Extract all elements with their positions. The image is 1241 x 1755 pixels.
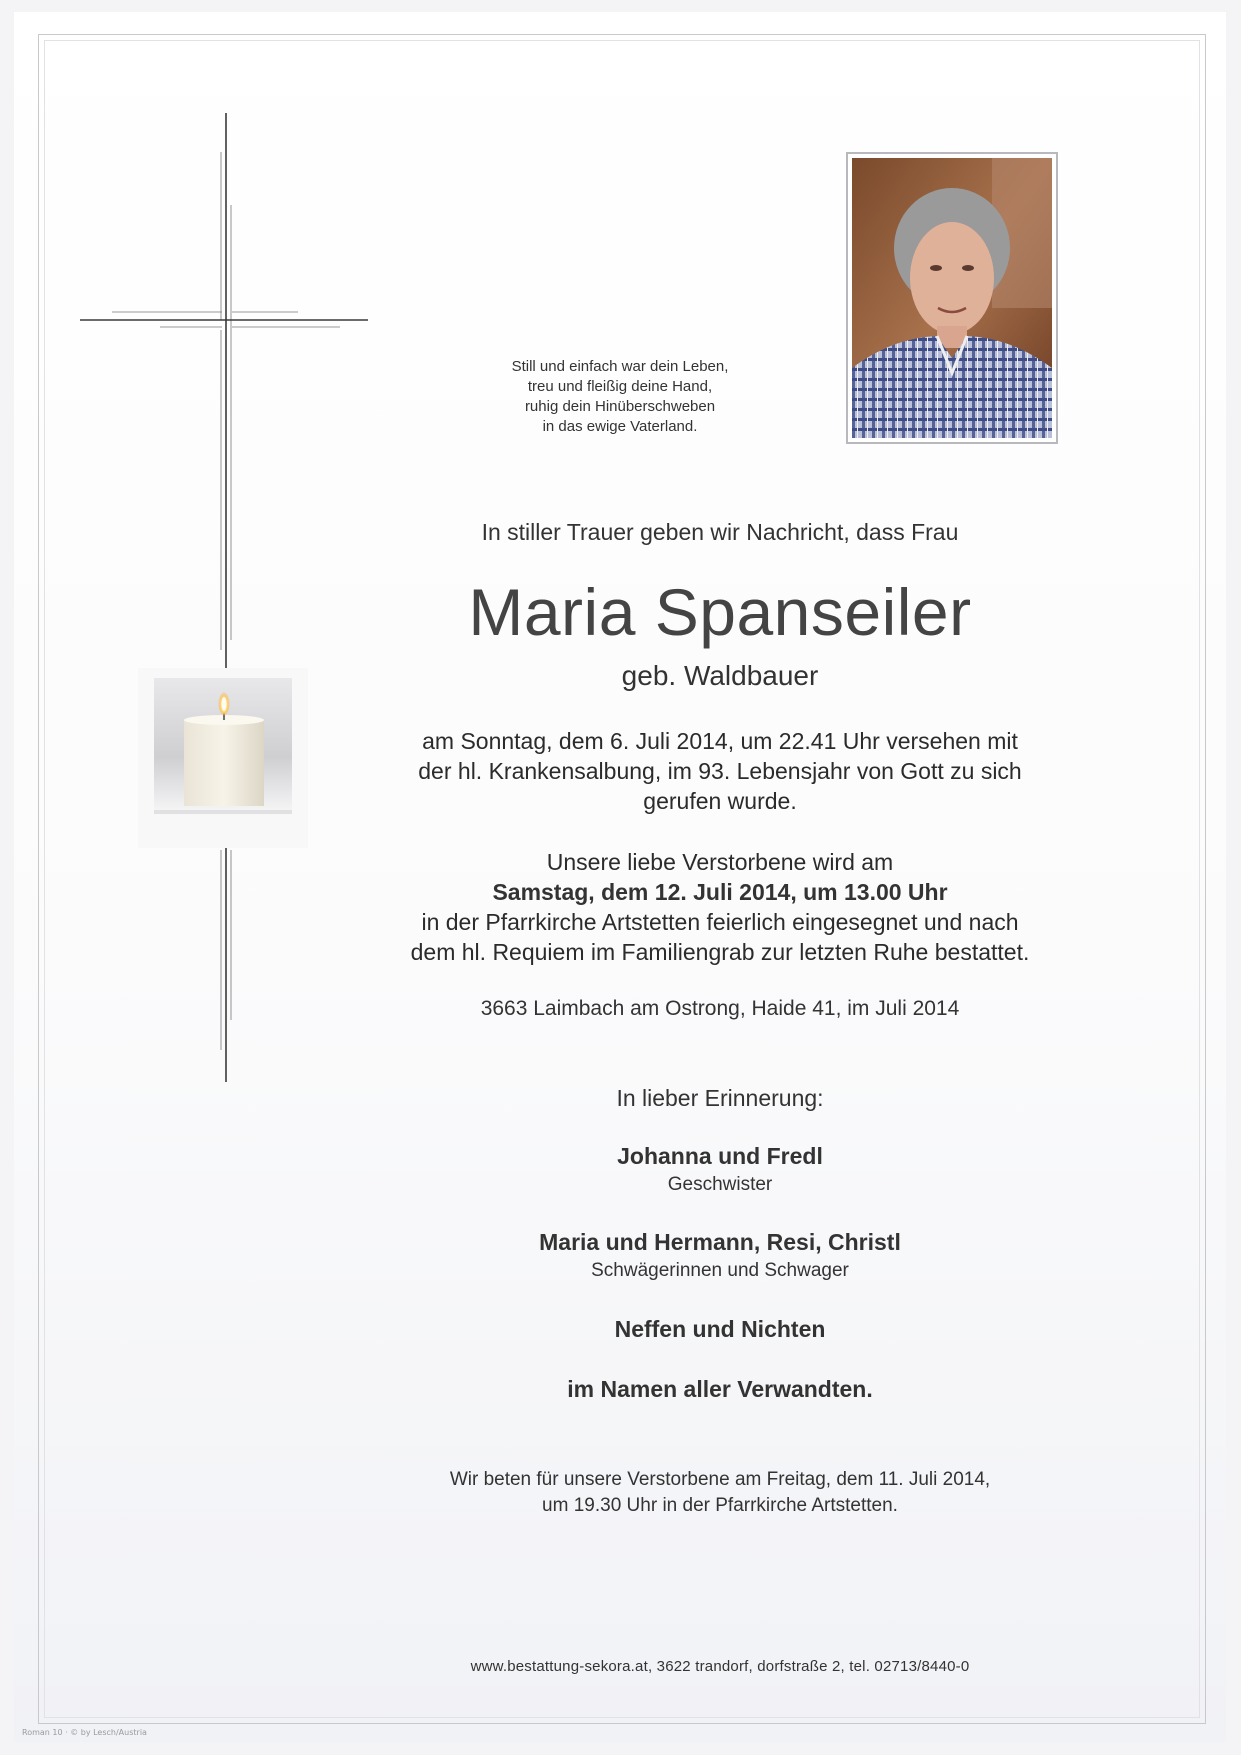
funeral-line: dem hl. Requiem im Familiengrab zur letzten Ruhe bestattet. bbox=[410, 939, 1030, 965]
death-line: am Sonntag, dem 6. Juli 2014, um 22.41 Uhr versehen mit bbox=[422, 728, 1018, 754]
mourner-names: Johanna und Fredl bbox=[617, 1143, 823, 1169]
death-line: der hl. Krankensalbung, im 93. Lebensjahr von Gott zu sich bbox=[418, 758, 1022, 784]
mourner-names: Neffen und Nichten bbox=[614, 1316, 826, 1342]
cross-icon bbox=[0, 0, 400, 1120]
poem-line: in das ewige Vaterland. bbox=[542, 418, 698, 435]
mourner-names: Maria und Hermann, Resi, Christl bbox=[539, 1229, 901, 1255]
mourner-group bbox=[380, 1229, 1060, 1282]
memorial-poem bbox=[470, 357, 770, 437]
deceased-name: Maria Spanseiler bbox=[468, 575, 972, 649]
portrait-photo bbox=[846, 152, 1058, 444]
funeral-line: Unsere liebe Verstorbene wird am bbox=[546, 849, 894, 875]
portrait-image bbox=[852, 158, 1052, 438]
candle-icon bbox=[138, 668, 308, 848]
mourner-group bbox=[380, 1316, 1060, 1343]
mourner-group bbox=[380, 1376, 1060, 1403]
mourners-heading: In lieber Erinnerung: bbox=[616, 1085, 824, 1111]
poem-line: treu und fleißig deine Hand, bbox=[527, 378, 713, 395]
mourner-names: im Namen aller Verwandten. bbox=[567, 1376, 873, 1402]
poem-line: Still und einfach war dein Leben, bbox=[511, 358, 729, 375]
funeral-line: in der Pfarrkirche Artstetten feierlich eingesegnet und nach bbox=[421, 909, 1019, 935]
family-address: 3663 Laimbach am Ostrong, Haide 41, im Juli 2014 bbox=[480, 997, 960, 1020]
funeral-details bbox=[380, 847, 1060, 967]
prayer-line: Wir beten für unsere Verstorbene am Freitag, dem 11. Juli 2014, bbox=[449, 1469, 991, 1490]
death-details bbox=[380, 726, 1060, 816]
funeral-date: Samstag, dem 12. Juli 2014, um 13.00 Uhr bbox=[492, 879, 948, 905]
death-line: gerufen wurde. bbox=[643, 788, 797, 814]
prayer-notice bbox=[380, 1467, 1060, 1519]
poem-line: ruhig dein Hinüberschweben bbox=[524, 398, 716, 415]
print-credit: Roman 10 · © by Lesch/Austria bbox=[22, 1728, 147, 1737]
mourner-group bbox=[380, 1143, 1060, 1196]
notice-intro: In stiller Trauer geben wir Nachricht, dass Frau bbox=[481, 519, 959, 545]
funeral-home-footer: www.bestattung-sekora.at, 3622 trandorf, dorfstraße 2, tel. 02713/8440-0 bbox=[470, 1658, 970, 1675]
mourner-relation: Geschwister bbox=[667, 1174, 773, 1195]
prayer-line: um 19.30 Uhr in der Pfarrkirche Artstetten. bbox=[542, 1495, 898, 1516]
birth-name: geb. Waldbauer bbox=[621, 660, 819, 691]
mourner-relation: Schwägerinnen und Schwager bbox=[591, 1260, 849, 1281]
